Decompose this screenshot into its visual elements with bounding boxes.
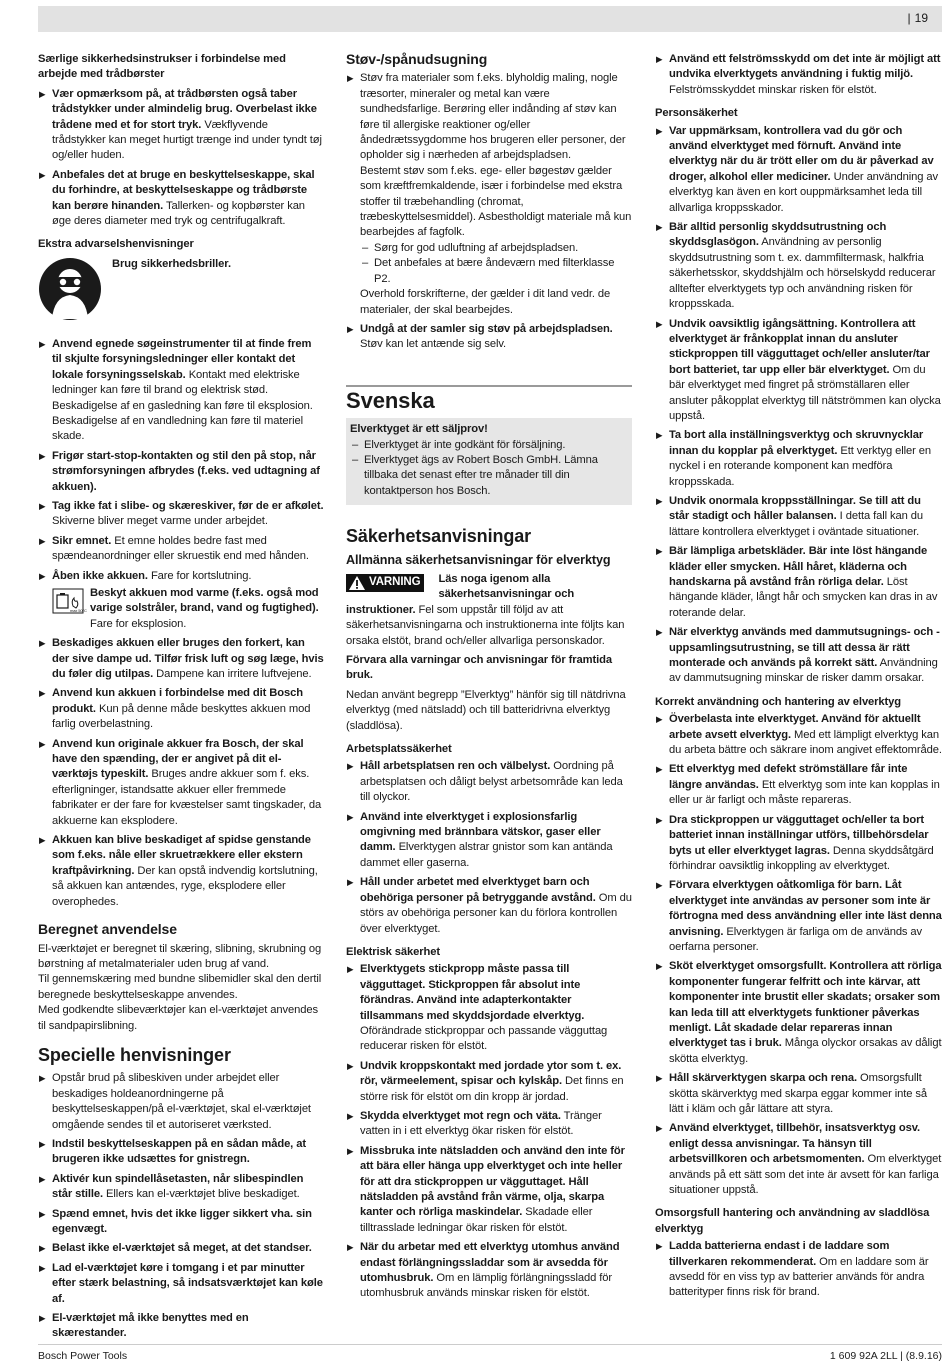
list-item: ▶ Frigør start-stop-kontakten og stil den på stop, når strømforsyningen afbrydes (f.eks. ved udtagning af akkuen).: [38, 449, 324, 495]
paragraph: Nedan använt begrepp ”Elverktyg” hänför sig till nätdrivna elverktyg (med nätsladd) och till batteridrivna elverktyg (sladdlösa).: [346, 688, 626, 732]
list-item: ▶ När elverktyg används med dammutsugnings- och -uppsamlingsutrustning, se till att dessa är rätt monterade och används på korrekt sätt. Användning av dammutsugning minskar de risker damm orsakar.: [655, 625, 942, 687]
list-item: ▶ Överbelasta inte elverktyget. Använd för aktuellt arbete avsett elverktyg. Med ett lämpligt elverktyg kan du arbeta bättre och säkrare inom angivet effektområde.: [655, 712, 942, 758]
column-swedish: [655, 52, 942, 1305]
sample-notice-box: [346, 418, 632, 505]
list-item: ▶ Använd ett felströmsskydd om det inte är möjligt att undvika elverktygets användning i fuktig miljö. Felströmsskyddet minskar risken för elstöt.: [655, 52, 942, 98]
section-title-correct-use: Korrekt användning och hantering av elverktyg: [655, 695, 902, 708]
list-item: ▶ Anvend kun akkuen i forbindelse med dit Bosch produkt. Kun på denne måde beskyttes akkuen mod farlig overbelastning.: [38, 686, 324, 732]
goggles-notice: [38, 257, 324, 321]
section-title-cordless: Omsorgsfull hantering och användning av sladdlösa elverktyg: [655, 1207, 930, 1235]
list-item: ▶ Håll arbetsplatsen ren och välbelyst. Oordning på arbetsplatsen och dåligt belyst arbetsområde kan leda till olyckor.: [346, 759, 632, 805]
goggles-text: Brug sikkerhedsbriller.: [112, 257, 231, 270]
list-item: ▶ Håll skärverktygen skarpa och rena. Omsorgsfullt skötta skärverktyg med skarpa eggar kommer inte så lätt i kläm och går lättare att styra.: [655, 1071, 942, 1117]
list-item: ▶ Missbruka inte nätsladden och använd den inte för att bära eller hänga upp elverktyget och inte heller för att dra stickproppen ur vägguttaget. Håll nätsladden på avstånd från värme, olja, skarpa kanter och rörliga maskindelar. Skadade eller tilltrasslade ledningar ökar risken för elstöt.: [346, 1144, 632, 1236]
list-item: ▶ Vær opmærksom på, at trådbørsten også taber trådstykker under almindelig brug. Overbelast ikke trådene med et for stort tryk. Vækflyvende trådstykker kan meget hurtigt trænge ind under tyndt tøj og/eller huden.: [38, 87, 324, 164]
list-item: ▶ Använd inte elverktyget i explosionsfarlig omgivning med brännbara vätskor, gaser eller damm. Elverktygen alstrar gnistor som kan antända dammet eller gaserna.: [346, 810, 632, 872]
dash-item: – Elverktyget är inte godkänt för försäljning.: [350, 438, 628, 453]
battery-heat-icon: [52, 588, 87, 614]
column-danish: [38, 52, 324, 1346]
list-item: ▶ Sköt elverktyget omsorgsfullt. Kontrollera att rörliga komponenter fungerar felfritt och inte kärvar, att komponenter inte brustit eller skadats; orsaker som kan leda till att elverktygets funktioner påverkas menligt. Låt skadade delar repareras innan elverktyget tas i bruk. Många olyckor orsakas av dåligt skötta elverktyg.: [655, 959, 942, 1067]
dash-item: – Elverktyget ägs av Robert Bosch GmbH. Lämna tillbaka det senast efter tre månader till din kontaktperson hos Bosch.: [350, 453, 628, 499]
page-number: | 19: [908, 11, 928, 25]
paragraph: El-værktøjet er beregnet til skæring, slibning, skrubning og børstning af metalmaterialer uden brug af vand.: [38, 942, 322, 970]
section-title-general-safety: Allmänna säkerhetsanvisningar för elverktyg: [346, 552, 611, 567]
warning-paragraph: VARNING Läs noga igenom alla säkerhetsanvisningar och instruktioner. Fel som uppstår till följd av att säkerhetsanvisningarna och instruktionerna inte följts kan orsaka elstöt, brand och/eller allvarliga personskador.: [346, 572, 625, 647]
list-item: ▶ Indstil beskyttelseskappen på en sådan måde, at brugeren ikke udsættes for gnistregn.: [38, 1137, 324, 1168]
paragraph: Med godkendte slibeværktøjer kan el-værktøjet anvendes til sandpapirslibning.: [38, 1004, 319, 1032]
list-item: ▶ Akkuen kan blive beskadiget af spidse genstande som f.eks. nåle eller skruetrækkere eller ekstern kraftpåvirkning. Der kan opstå indvendig kortslutning, så akkuen kan antændes, ryge, eksplodere eller overophedes.: [38, 833, 324, 910]
list-item: ▶ Anbefales det at bruge en beskyttelseskappe, skal du forhindre, at beskyttelseskappe og trådbørste kan berøre hinanden. Tallerken- og kopbørster kan øge deres diameter med tryk og centrifugalkraft.: [38, 168, 324, 230]
list-item: ▶ Skydda elverktyget mot regn och väta. Tränger vatten in i ett elverktyg ökar risken för elstöt.: [346, 1109, 632, 1140]
list-item: ▶ Undvik kroppskontakt med jordade ytor som t. ex. rör, värmeelement, spisar och kylskåp. Det finns en större risk för elstöt om din kropp är jordad.: [346, 1059, 632, 1105]
list-item: ▶ Förvara elverktygen oåtkomliga för barn. Låt elverktyget inte användas av personer som inte är förtrogna med dess användning eller inte läst denna anvisning. Elverktygen är farliga om de används av oerfarna personer.: [655, 878, 942, 955]
footer-doc-number: 1 609 92A 2LL | (8.9.16): [829, 1350, 942, 1362]
list-item: ▶ Undvik oavsiktlig igångsättning. Kontrollera att elverktyget är frånkopplat innan du ansluter stickproppen till vägguttaget och/eller ansluter/tar bort batteriet, tar upp eller bär elverktyget. Om du bär elverktyget med fingret på strömställaren eller ansluter påkopplat elverktyg till nätströmmen kan olycka uppstå.: [655, 317, 942, 425]
list-item: ▶ Elverktygets stickpropp måste passa till vägguttaget. Stickproppen får absolut inte förändras. Använd inte adapterkontakter tillsammans med skyddsjordade elverktyg. Oförändrade stickproppar och passande vägguttag reducerar risken för elstöt.: [346, 962, 632, 1054]
list-item: ▶ Beskadiges akkuen eller bruges den forkert, kan der sive dampe ud. Tilfør frisk luft og søg læge, hvis du føler dig utilpas. Dampene kan irritere luftvejene.: [38, 636, 324, 682]
list-item: ▶ Var uppmärksam, kontrollera vad du gör och använd elverktyget med förnuft. Använd inte elverktyg när du är trött eller om du är påverkad av droger, alkohol eller mediciner. Under användning av elverktyg kan även en kort ouppmärksamhet leda till allvarliga kroppsskador.: [655, 124, 942, 216]
list-item: ▶ När du arbetar med ett elverktyg utomhus använd endast förlängningssladdar som är avsedda för utomhusbruk. Om en lämplig förlängningssladd för utomhusbruk används minskar risken för elstöt.: [346, 1240, 632, 1302]
section-title-wire-brush: Særlige sikkerhedsinstrukser i forbindelse med arbejde med trådbørster: [38, 53, 286, 81]
language-heading: Svenska: [346, 385, 632, 408]
list-item: ▶ Ladda batterierna endast i de laddare som tillverkaren rekommenderat. Om en laddare som är avsedd för en viss typ av batterier används för andra batterityper finns risk för brand.: [655, 1239, 942, 1301]
list-item: ▶ El-værktøjet må ikke benyttes med en skærestander.: [38, 1311, 324, 1342]
list-item: ▶ Sikr emnet. Et emne holdes bedre fast med spændeanordninger eller skruestik end med hånden.: [38, 534, 324, 565]
section-title-special-notes: Specielle henvisninger: [38, 1044, 231, 1065]
section-title-personal-safety: Personsäkerhet: [655, 107, 738, 120]
list-item: ▶ Anvend egnede søgeinstrumenter til at finde frem til skjulte forsyningsledninger eller kontakt det lokale forsyningsselskab. Kontakt med elektriske ledninger kan føre til brand og elektrisk stød. Beskadigelse af en gasledning kan føre til eksplosion. Beskadigelse af en vandledning kan føre til materiel skade.: [38, 337, 324, 445]
dash-item: – Sørg for god udluftning af arbejdspladsen.: [360, 241, 632, 256]
section-title-workplace: Arbetsplatssäkerhet: [346, 743, 452, 756]
list-item: ▶ Håll under arbetet med elverktyget barn och obehöriga personer på betryggande avstånd. Om du störs av obehöriga personer kan du förlora kontrollen över elverktyget.: [346, 875, 632, 937]
paragraph: Förvara alla varningar och anvisningar för framtida bruk.: [346, 654, 612, 682]
list-item: ▶ Anvend kun originale akkuer fra Bosch, der skal have den spænding, der er angivet på dit el-værktøjs typeskilt. Bruges andre akkuer som f. eks. efterligninger, istandsatte akkuer eller fremmede fabrikater er der fare for kvæstelser samt tingskader, da akkuerne kan eksplodere.: [38, 737, 324, 829]
warning-badge: VARNING: [346, 574, 424, 592]
section-title-safety: Säkerhetsanvisningar: [346, 526, 532, 547]
footer-brand: Bosch Power Tools: [38, 1350, 128, 1362]
list-item: ▶ Opstår brud på slibeskiven under arbejdet eller beskadiges holdeanordningerne på beskyttelseskappen/på el-værktøjet, skal el-værktøjet omgående sendes til et autoriseret værksted.: [38, 1071, 324, 1133]
dash-item: – Det anbefales at bære åndeværn med filterklasse P2.: [360, 256, 632, 287]
list-item: ▶ Ett elverktyg med defekt strömställare får inte längre användas. Ett elverktyg som inte kan kopplas in eller ur är farligt och måste repareras.: [655, 762, 942, 808]
list-item: ▶ Lad el-værktøjet køre i tomgang i et par minutter efter stærk belastning, så indsatsværktøjet kan køle af.: [38, 1261, 324, 1307]
list-item: ▶ Bär lämpliga arbetskläder. Bär inte löst hängande kläder eller smycken. Håll håret, kläderna och handskarna på avstånd från rörliga delar. Löst hängande kläder, långt hår och smycken kan dras in av roterande delar.: [655, 544, 942, 621]
list-item: ▶ Aktivér kun spindellåsetasten, når slibespindlen står stille. Ellers kan el-værktøjet blive beskadiget.: [38, 1172, 324, 1203]
section-title-intended-use: Beregnet anvendelse: [38, 921, 177, 938]
list-item: ▶ Støv fra materialer som f.eks. blyholdig maling, nogle træsorter, mineraler og metal kan være sundhedsfarlige. Berøring eller indånding af støv kan føre til allergiske reaktioner og/eller åndedrætssygdomme hos brugeren eller personer, der opholder sig i nærheden af arbejdspladsen. Bestemt støv som f.eks. ege- eller bøgestøv gælder som kræftfremkaldende, især i forbindelse med ekstra stoffer til træbehandling (chromat, træbeskyttelsesmiddel). Asbestholdigt materiale må kun bearbejdes af fagfolk. – Sørg for god udluftning af arbejdspladsen. – Det anbefales at bære åndeværn med filterklasse P2. Overhold forskrifterne, der gælder i dit land vedr. de materialer, der skal bearbejdes.: [346, 71, 632, 318]
list-item: ▶ Belast ikke el-værktøjet så meget, at det standser.: [38, 1241, 324, 1256]
section-title-extra-warnings: Ekstra advarselshenvisninger: [38, 238, 194, 251]
list-item: ▶ Tag ikke fat i slibe- og skæreskiver, før de er afkølet. Skiverne bliver meget varme under arbejdet.: [38, 499, 324, 530]
list-item: ▶ Dra stickproppen ur vägguttaget och/eller ta bort batteriet innan inställningar utförs, tillbehörsdelar byts ut eller elverktyget lagras. Denna skyddsåtgärd förhindrar oavsiktlig inkoppling av elverktyget.: [655, 813, 942, 875]
list-item: ▶ Undgå at der samler sig støv på arbejdspladsen. Støv kan let antænde sig selv.: [346, 322, 632, 353]
section-title-electrical: Elektrisk säkerhet: [346, 945, 440, 958]
list-item: ▶ Åben ikke akkuen. Fare for kortslutning.: [38, 569, 324, 584]
list-item: ▶ Undvik onormala kroppsställningar. Se till att du står stadigt och håller balansen. I detta fall kan du lättare kontrollera elverktyget i oväntade situationer.: [655, 494, 942, 540]
footer-rule: [38, 1344, 942, 1345]
column-mixed: [346, 52, 632, 1306]
svg-text:max 50°C: max 50°C: [70, 607, 87, 613]
list-item: ▶ Spænd emnet, hvis det ikke ligger sikkert vha. sin egenvægt.: [38, 1207, 324, 1238]
page-header-bar: [38, 6, 942, 32]
list-item: ▶ Bär alltid personlig skyddsutrustning och skyddsglasögon. Användning av personlig skyddsutrustning som t. ex. dammfiltermask, halkfria säkerhetsskor, skyddshjälm och hörselskydd reducerar alltefter elverktygets typ och användning risken för kroppsskada.: [655, 220, 942, 312]
safety-goggles-icon: [38, 257, 102, 321]
warning-triangle-icon: [348, 575, 366, 591]
list-item: ▶ Ta bort alla inställningsverktyg och skruvnycklar innan du kopplar på elverktyget. Ett verktyg eller en nyckel i en roterande komponent kan medföra kroppsskada.: [655, 428, 942, 490]
sample-notice-title: Elverktyget är ett säljprov!: [350, 423, 488, 436]
paragraph: Til gennemskæring med bundne slibemidler skal den dertil beregnede beskyttelseskappe anvendes.: [38, 973, 322, 1001]
heat-warning: max 50°C Beskyt akkuen mod varme (f.eks. også mod varige solstråler, brand, vand og fugtighed). Fare for eksplosion.: [52, 586, 324, 632]
list-item: ▶ Använd elverktyget, tillbehör, insatsverktyg osv. enligt dessa anvisningar. Ta hänsyn till arbetsvillkoren och arbetsmomenten. Om elverktyget används på ett sätt som det inte är avsett för kan farliga situationer uppstå.: [655, 1121, 942, 1198]
section-title-dust: Støv-/spånudsugning: [346, 51, 488, 67]
